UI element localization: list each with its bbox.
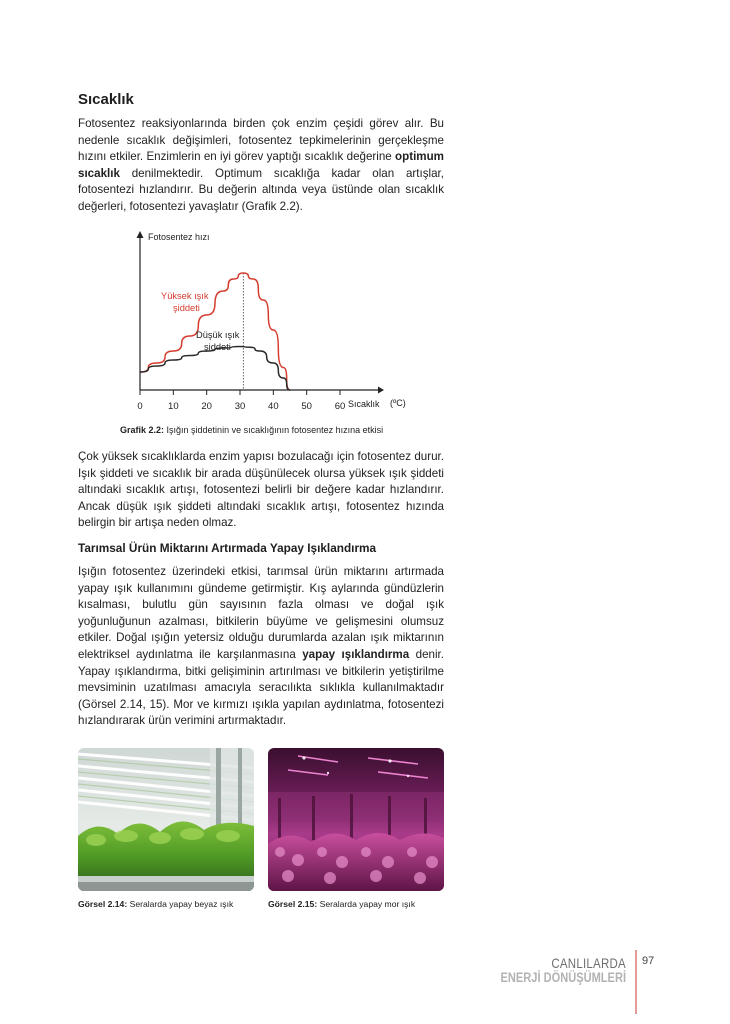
x-tick-label: 30	[234, 401, 246, 412]
page-number: 97	[642, 955, 655, 967]
photo-caption-text: Seralarda yapay beyaz ışık	[127, 899, 234, 909]
x-axis-arrow-icon	[378, 387, 384, 394]
x-tick-label: 50	[301, 401, 312, 412]
footer-unit-title-line2: ENERJİ DÖNÜŞÜMLERİ	[500, 970, 626, 985]
paragraph-text: denilmektedir. Optimum sıcaklığa kadar olan artışlar, fotosentezi hızlandırır. Bu değerin altında veya üstünde olan sıcaklık değerleri, fotosentezi yavaşlatır (Grafik 2.2).	[78, 166, 444, 213]
bold-term-artificial-lighting: yapay ışıklandırma	[302, 647, 410, 661]
figure-caption-label: Grafik 2.2:	[120, 425, 165, 435]
x-axis-unit: (ºC)	[390, 398, 406, 408]
photo-caption-label: Görsel 2.14:	[78, 899, 128, 909]
photo-caption-2	[268, 899, 415, 909]
x-tick-label: 40	[268, 401, 279, 412]
paragraph-high-temperature: Çok yüksek sıcaklıklarda enzim yapısı bozulacağı için fotosentez durur. Işık şiddeti ve sıcaklık bir arada düşünülecek olursa yüksek ışık şiddeti altındaki sıcaklık artışı, fotosentezi belirli bir değere kadar hızlandırır. Ancak düşük ışık şiddeti altındaki sıcaklık artışı, fotosentez hızında belirgin bir artışa neden olmaz.	[78, 450, 444, 530]
photo-white-light-greenhouse	[78, 748, 254, 891]
section-heading: Sıcaklık	[78, 91, 134, 108]
series-label-high-light: Yüksek ışık	[161, 291, 209, 301]
photo-purple-light-greenhouse	[268, 748, 444, 891]
bold-term-optimum: optimum sıcaklık	[78, 150, 444, 180]
subsection-heading: Tarımsal Ürün Miktarını Artırmada Yapay Işıklandırma	[78, 541, 377, 555]
paragraph-temperature	[78, 116, 444, 216]
paragraph-artificial-lighting	[78, 564, 444, 730]
greenhouse-purple-light-image	[268, 748, 444, 891]
series-label-low-light: şiddeti	[204, 342, 231, 352]
x-tick-label: 60	[334, 401, 346, 412]
y-axis-arrow-icon	[137, 231, 144, 238]
series-label-high-light: şiddeti	[173, 303, 200, 313]
paragraph-text: denir. Yapay ışıklandırma, bitki gelişiminin artırılması ve bitkilerin yetiştirilme mevsiminin uzatılması amacıyla seracılıkta sıklıkla kullanılmaktadır (Görsel 2.14, 15). Mor ve kırmızı ışıkla yapılan aydınlatma, fotosentezi hızlandırarak ürün verimini artırmaktadır.	[78, 647, 444, 728]
photo-caption-1	[78, 899, 233, 909]
footer-divider	[635, 950, 637, 1014]
x-axis-label: Sıcaklık	[348, 399, 380, 409]
y-axis-label: Fotosentez hızı	[148, 232, 210, 242]
figure-caption	[120, 425, 383, 435]
figure-caption-text: Işığın şiddetinin ve sıcaklığının fotosentez hızına etkisi	[164, 425, 384, 435]
series-label-low-light: Düşük ışık	[196, 330, 240, 340]
paragraph-text: Fotosentez reaksiyonlarında birden çok enzim çeşidi görev alır. Bu nedenle sıcaklık değişimleri, fotosentez tepkimelerinin gerçekleşme hızını etkiler. Enzimlerin en iyi görev yaptığı sıcaklık değerine	[78, 117, 444, 164]
footer-unit-title-line1: CANLILARDA	[551, 955, 626, 971]
series-line-low-light	[140, 347, 290, 391]
x-tick-label: 0	[137, 401, 143, 412]
greenhouse-white-light-image	[78, 748, 254, 891]
paragraph-text: Işığın fotosentez üzerindeki etkisi, tarımsal ürün miktarını artırmada yapay ışık kullanımını gündeme getirmiştir. Kış aylarında gündüzlerin kısalması, bulutlu gün sayısının fazla olması ve doğal ışık yoğunluğunun azalması, bitkilerin büyüme ve gelişmesini olumsuz etkiler. Doğal ışığın yetersiz olduğu durumlarda azalan ışık miktarının elektriksel aydınlatma ile karşılanmasına	[78, 565, 444, 661]
photosynthesis-temperature-chart	[120, 226, 410, 422]
x-tick-label: 20	[201, 401, 212, 412]
photo-caption-text: Seralarda yapay mor ışık	[317, 899, 416, 909]
x-tick-label: 10	[168, 401, 179, 412]
photo-caption-label: Görsel 2.15:	[268, 899, 318, 909]
